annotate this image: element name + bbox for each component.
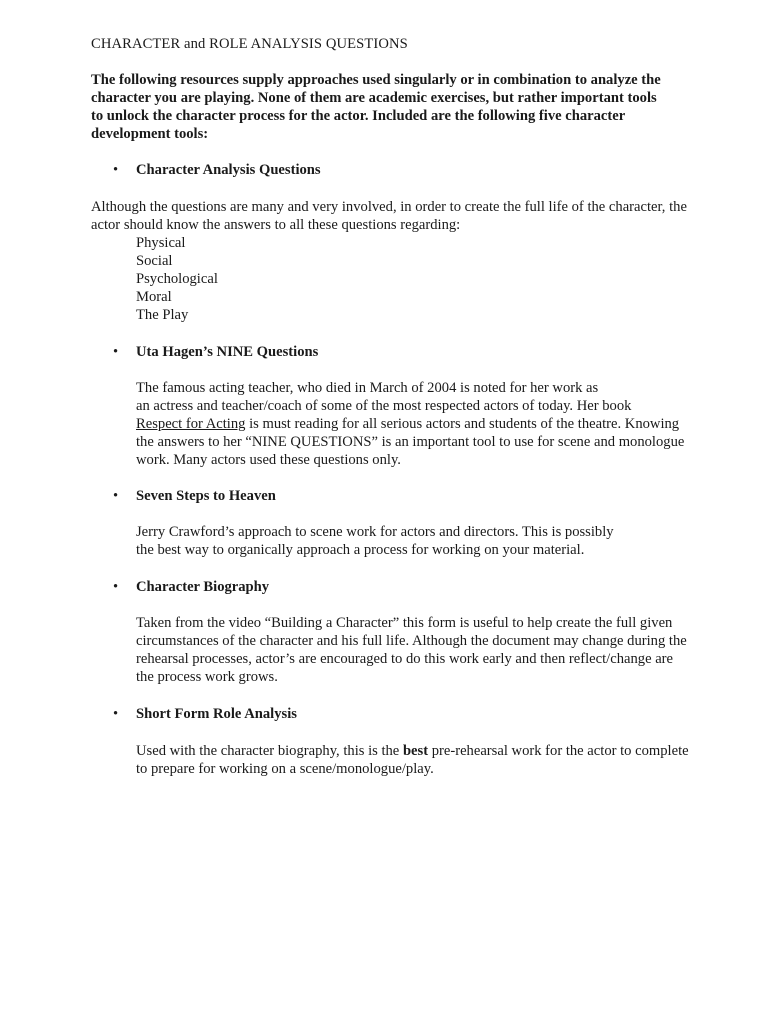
- section-heading-label: Character Analysis Questions: [136, 162, 321, 178]
- section-heading-label: Character Biography: [136, 579, 270, 595]
- document-title: CHARACTER and ROLE ANALYSIS QUESTIONS: [91, 36, 408, 52]
- bullet-icon: •: [113, 579, 119, 595]
- section-heading-uta-hagen: [91, 343, 721, 361]
- paragraph-text: Used with the character biography, this is the: [136, 743, 403, 759]
- list-item: Psychological: [136, 271, 218, 287]
- list-item: Physical: [136, 235, 186, 251]
- paragraph-line: to prepare for working on a scene/monologue/play.: [136, 761, 434, 777]
- paragraph-line: Jerry Crawford’s approach to scene work for actors and directors. This is possibly: [136, 524, 614, 540]
- character-analysis-paragraph: [91, 198, 721, 324]
- character-biography-paragraph: [91, 614, 721, 686]
- paragraph-text: pre-rehearsal work for the actor to complete: [428, 743, 689, 759]
- short-form-paragraph: [91, 742, 721, 778]
- section-heading-label: Short Form Role Analysis: [136, 706, 297, 722]
- uta-hagen-paragraph: [91, 379, 721, 469]
- section-heading-label: Uta Hagen’s NINE Questions: [136, 344, 319, 360]
- seven-steps-paragraph: [91, 523, 721, 559]
- document-page: [91, 35, 721, 778]
- section-heading-character-analysis: [91, 161, 721, 179]
- intro-line: The following resources supply approaches used singularly or in combination to analyze the: [91, 72, 661, 88]
- paragraph-text: is must reading for all serious actors and students of the theatre. Knowing: [245, 416, 680, 432]
- section-heading-label: Seven Steps to Heaven: [136, 488, 276, 504]
- bullet-icon: •: [113, 706, 119, 722]
- bullet-icon: •: [113, 344, 119, 360]
- paragraph-line: circumstances of the character and his full life. Although the document may change during the: [136, 633, 687, 649]
- paragraph-line: an actress and teacher/coach of some of the most respected actors of today. Her book: [136, 398, 632, 414]
- section-heading-seven-steps: [91, 487, 721, 505]
- paragraph-line: the process work grows.: [136, 669, 278, 685]
- paragraph-line: actor should know the answers to all these questions regarding:: [91, 217, 461, 233]
- emphasis-text: best: [402, 743, 429, 759]
- paragraph-line: The famous acting teacher, who died in March of 2004 is noted for her work as: [136, 380, 599, 396]
- list-item: Moral: [136, 289, 172, 305]
- paragraph-line: the best way to organically approach a process for working on your material.: [136, 542, 585, 558]
- paragraph-line: Although the questions are many and very involved, in order to create the full life of the character, the: [91, 199, 687, 215]
- section-heading-character-biography: [91, 578, 721, 596]
- list-item: Social: [136, 253, 173, 269]
- intro-line: development tools:: [91, 126, 209, 142]
- list-item: The Play: [136, 307, 189, 323]
- paragraph-line: the answers to her “NINE QUESTIONS” is an important tool to use for scene and monologue: [136, 434, 685, 450]
- intro-line: to unlock the character process for the actor. Included are the following five character: [91, 108, 626, 124]
- section-heading-short-form: [91, 705, 721, 723]
- paragraph-line: Taken from the video “Building a Character” this form is useful to help create the full given: [136, 615, 673, 631]
- intro-line: character you are playing. None of them are academic exercises, but rather important tools: [91, 90, 657, 106]
- paragraph-line: rehearsal processes, actor’s are encouraged to do this work early and then reflect/change are: [136, 651, 674, 667]
- intro-paragraph: [91, 71, 696, 143]
- paragraph-line: work. Many actors used these questions only.: [136, 452, 401, 468]
- paragraph-line: [136, 415, 721, 433]
- bullet-icon: •: [113, 162, 119, 178]
- book-title: Respect for Acting: [136, 416, 246, 432]
- paragraph-line: [136, 742, 721, 760]
- bullet-icon: •: [113, 488, 119, 504]
